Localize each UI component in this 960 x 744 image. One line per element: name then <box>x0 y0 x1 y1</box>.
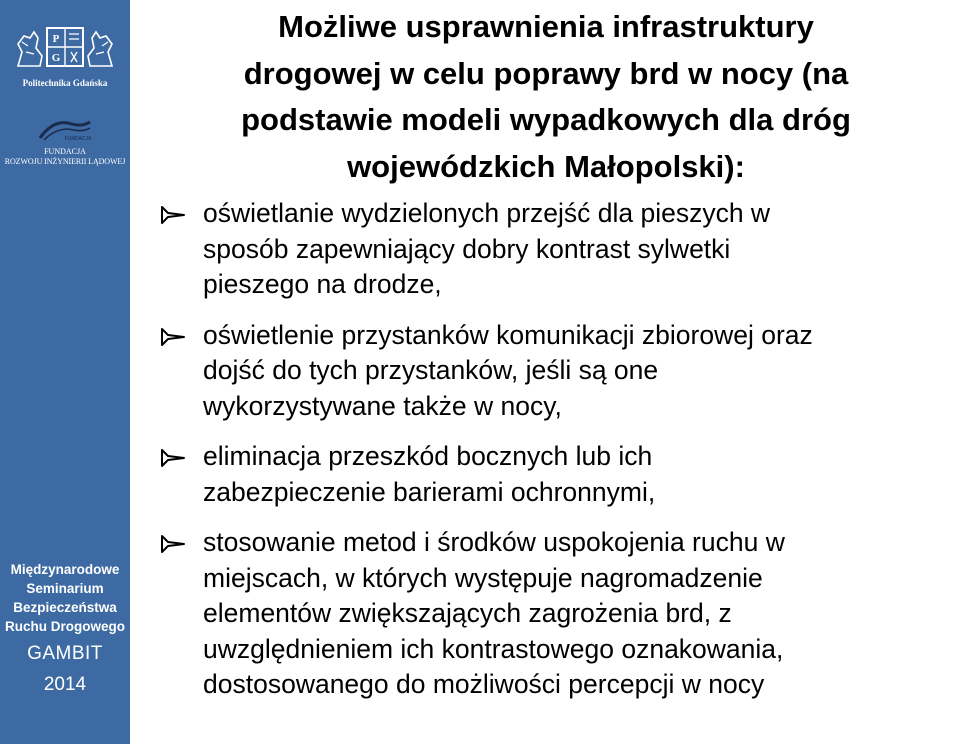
arrow-bullet-icon <box>160 448 186 468</box>
bullet-line: stosowanie metod i środków uspokojenia ruchu w <box>203 527 785 557</box>
slide-title <box>140 4 952 190</box>
sidebar <box>0 0 130 744</box>
seminar-name <box>0 560 130 636</box>
event-name: GAMBIT <box>27 643 103 664</box>
bullet-list <box>160 196 955 718</box>
bullet-line: dostosowanego do możliwości percepcji w nocy <box>203 669 765 699</box>
bullet-line: dojść do tych przystanków, jeśli są one <box>203 355 659 385</box>
seminar-line: Seminarium <box>26 581 104 596</box>
title-line: wojewódzkich Małopolski): <box>347 148 745 184</box>
bullet-line: oświetlanie wydzielonych przejść dla pieszych w <box>203 198 771 228</box>
event-year: 2014 <box>43 674 87 695</box>
bullet-item <box>160 525 955 703</box>
bullet-line: uwzględnieniem ich kontrastowego oznakowania, <box>203 633 784 664</box>
crest-letter-g: G <box>51 52 61 64</box>
title-line: podstawie modeli wypadkowych dla dróg <box>241 102 851 137</box>
bullet-item <box>160 439 955 510</box>
bullet-line: pieszego na drodze, <box>203 269 442 299</box>
foundation-line1: FUNDACJA <box>44 147 86 156</box>
seminar-line: Międzynarodowe <box>10 562 120 577</box>
bullet-line: elementów zwiększających zagrożenia brd, z <box>203 598 732 628</box>
seminar-line: Bezpieczeństwa <box>13 600 117 615</box>
title-line: drogowej w celu poprawy brd w nocy (na <box>243 55 849 91</box>
bullet-item <box>160 318 955 425</box>
crest-letter-p: P <box>52 33 60 45</box>
bullet-line: zabezpieczenie barierami ochronnymi, <box>203 476 656 507</box>
bullet-line: miejscach, w których występuje nagromadzenie <box>203 562 763 593</box>
bullet-item <box>160 196 955 303</box>
arrow-bullet-icon <box>160 534 186 554</box>
foundation-line2: ROZWOJU INŻYNIERII LĄDOWEJ <box>4 157 126 166</box>
arrow-bullet-icon <box>160 327 186 347</box>
bullet-line: wykorzystywane także w nocy, <box>203 390 562 421</box>
fundacja-logo-text: FUNDACJA <box>64 136 92 142</box>
seminar-line: Ruchu Drogowego <box>5 619 125 634</box>
fundacja-wave-logo-icon <box>36 118 94 142</box>
bullet-line: oświetlenie przystanków komunikacji zbiorowej oraz <box>203 319 813 350</box>
title-line: Możliwe usprawnienia infrastruktury <box>278 9 814 44</box>
bullet-line: eliminacja przeszkód bocznych lub ich <box>203 441 653 471</box>
politechnika-gdanska-crest-icon <box>14 22 116 72</box>
arrow-bullet-icon <box>160 205 186 225</box>
bullet-line: sposób zapewniający dobry kontrast sylwetki <box>203 233 731 264</box>
university-name: Politechnika Gdańska <box>22 78 108 88</box>
